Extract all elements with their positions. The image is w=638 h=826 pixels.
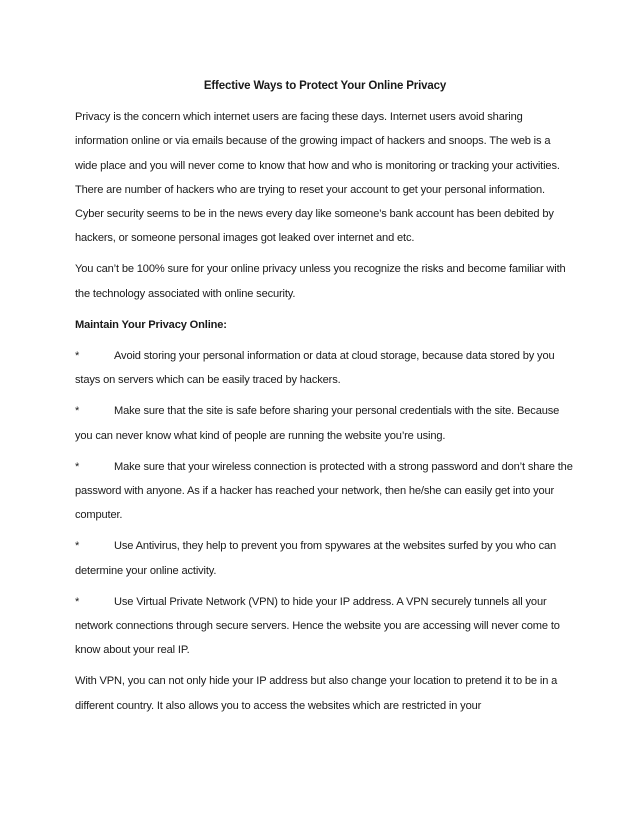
document-title: Effective Ways to Protect Your Online Privacy	[203, 80, 447, 92]
bullet-item	[75, 344, 575, 392]
intro-paragraph: Privacy is the concern which internet users are facing these days. Internet users avoid sharing information online or via emails because of the growing impact of hackers and snoops. The web is a wide place and you will never come to know that how and who is monitoring or tracking your activities. There are number of hackers who are trying to reset your account to get your personal information. Cyber security seems to be in the news every day like someone’s bank account has been debited by hackers, or someone personal images got leaked over internet and etc.	[75, 111, 560, 245]
bullet-mark: *	[75, 595, 80, 608]
bullet-mark: *	[75, 460, 80, 473]
bullet-text: Use Antivirus, they help to prevent you from spywares at the websites surfed by you who can determine your online activity.	[75, 540, 557, 577]
bullet-item	[75, 399, 575, 447]
bullet-mark: *	[75, 540, 80, 553]
bullet-mark: *	[75, 350, 80, 363]
bullet-item	[75, 455, 575, 528]
bullet-text: Make sure that your wireless connection is protected with a strong password and don’t share the password with anyone. As if a hacker has reached your network, then he/she can easily get into your computer.	[75, 460, 573, 522]
risk-paragraph: You can’t be 100% sure for your online privacy unless you recognize the risks and become familiar with the technology associated with online security.	[75, 263, 566, 300]
bullet-text: Make sure that the site is safe before sharing your personal credentials with the site. Because you can never know what kind of people are running the website you’re using.	[75, 405, 560, 442]
bullet-item	[75, 590, 575, 663]
section-heading: Maintain Your Privacy Online:	[75, 318, 227, 331]
vpn-paragraph: With VPN, you can not only hide your IP address but also change your location to pretend it to be in a different country. It also allows you to access the websites which are restricted in your	[75, 675, 558, 712]
bullet-mark: *	[75, 405, 80, 418]
bullet-text: Use Virtual Private Network (VPN) to hide your IP address. A VPN securely tunnels all your network connections through secure servers. Hence the website you are accessing will never come to know about your real IP.	[75, 595, 560, 657]
document-body	[75, 74, 575, 724]
bullet-text: Avoid storing your personal information or data at cloud storage, because data stored by you stays on servers which can be easily traced by hackers.	[75, 350, 555, 387]
bullet-item	[75, 534, 575, 582]
